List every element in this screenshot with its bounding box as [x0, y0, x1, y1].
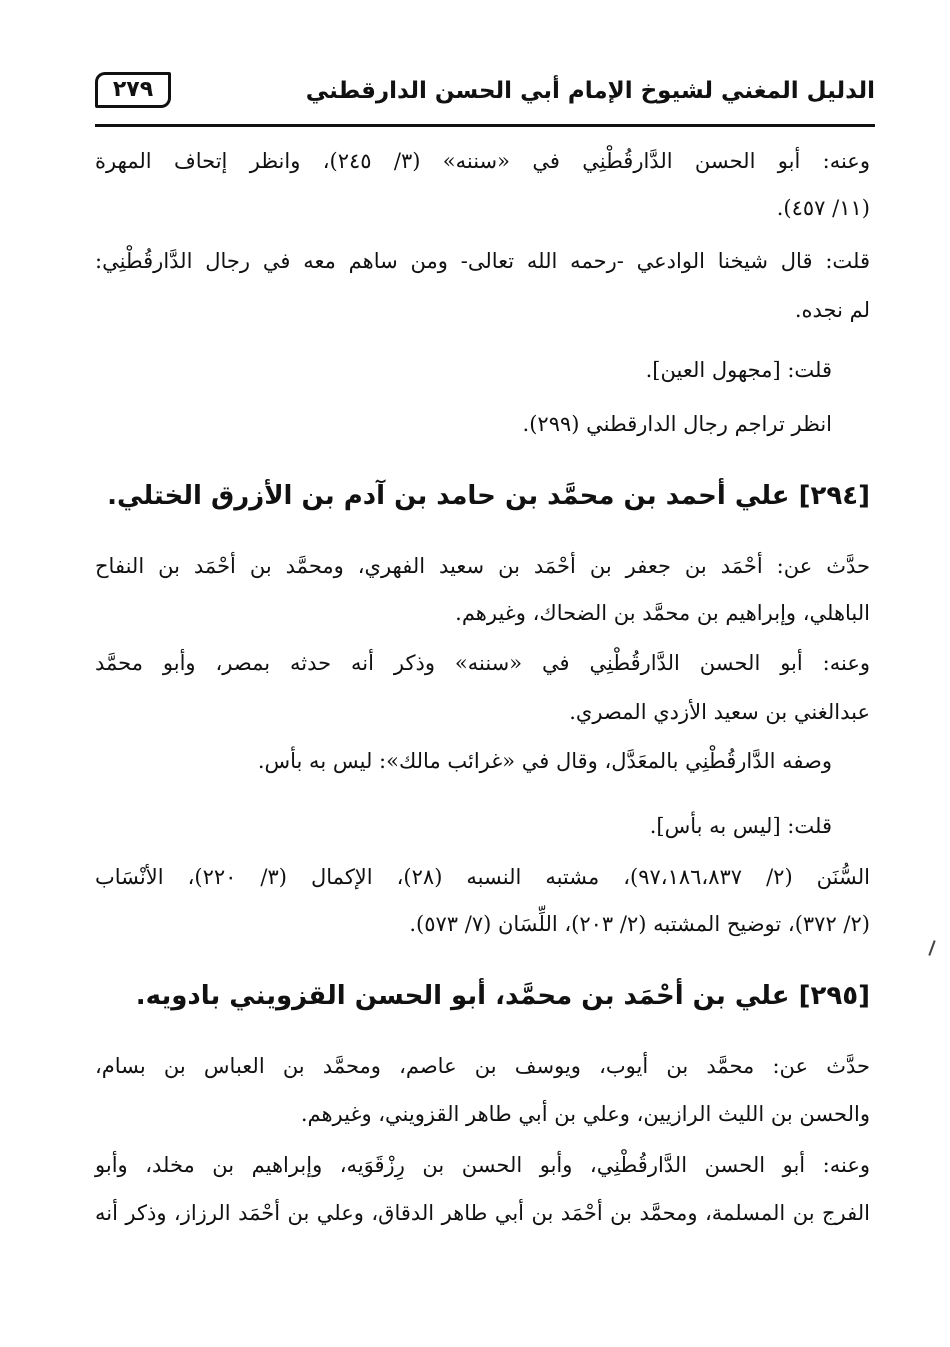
- text-line: (٢/ ٣٧٢)، توضيح المشتبه (٢/ ٢٠٣)، اللِّسَان (٧/ ٥٧٣).: [409, 912, 870, 936]
- text-line: عبدالغني بن سعيد الأزدي المصري.: [569, 700, 870, 724]
- header-rule: [95, 124, 875, 127]
- text-line: لم نجده.: [794, 298, 870, 322]
- text-line: الفرج بن المسلمة، ومحمَّد بن أحْمَد بن أبي طاهر الدقاق، وعلي بن أحْمَد الرزاز، وذكر أنه: [95, 1201, 870, 1225]
- text-line: وصفه الدَّارقُطْنِي بالمعَدَّل، وقال في «غرائب مالك»: ليس به بأس.: [257, 749, 832, 773]
- text-line: قلت: [مجهول العين].: [645, 358, 832, 382]
- text-line: السُّنَن (٢/ ٩٧،١٨٦،٨٣٧)، مشتبه النسبه (٢٨)، الإكمال (٣/ ٢٢٠)، الأنْسَاب: [95, 865, 870, 889]
- entry-heading-294: [٢٩٤] علي أحمد بن محمَّد بن حامد بن آدم بن الأزرق الختلي.: [107, 481, 870, 511]
- text-line: انظر تراجم رجال الدارقطني (٢٩٩).: [522, 412, 832, 436]
- text-line: قلت: قال شيخنا الوادعي -رحمه الله تعالى- ومن ساهم معه في رجال الدَّارقُطْنِي:: [95, 249, 870, 273]
- text-line: الباهلي، وإبراهيم بن محمَّد بن الضحاك، وغيرهم.: [455, 601, 870, 625]
- running-title: الدليل المغني لشيوخ الإمام أبي الحسن الدارقطني: [305, 78, 875, 104]
- text-line: وعنه: أبو الحسن الدَّارقُطْنِي في «سننه» (٣/ ٢٤٥)، وانظر إتحاف المهرة: [95, 149, 870, 173]
- text-line: (١١/ ٤٥٧).: [776, 196, 870, 220]
- text-line: قلت: [ليس به بأس].: [649, 814, 832, 838]
- page-header: [95, 70, 875, 126]
- text-line: والحسن بن الليث الرازيين، وعلي بن أبي طاهر القزويني، وغيرهم.: [300, 1102, 870, 1126]
- text-line: حدَّث عن: محمَّد بن أيوب، ويوسف بن عاصم، ومحمَّد بن العباس بن بسام،: [95, 1054, 870, 1078]
- text-line: وعنه: أبو الحسن الدَّارقُطْنِي في «سننه» وذكر أنه حدثه بمصر، وأبو محمَّد: [95, 651, 870, 675]
- text-line: وعنه: أبو الحسن الدَّارقُطْنِي، وأبو الحسن بن رِزْقَوَيه، وإبراهيم بن مخلد، وأبو: [95, 1153, 870, 1177]
- text-line: حدَّث عن: أحْمَد بن جعفر بن أحْمَد بن سعيد الفهري، ومحمَّد بن أحْمَد بن النفاح: [95, 554, 870, 578]
- scan-mark: [928, 940, 935, 956]
- entry-heading-295: [٢٩٥] علي بن أحْمَد بن محمَّد، أبو الحسن القزويني بادويه.: [135, 981, 870, 1011]
- page-number-badge: ٢٧٩: [95, 72, 171, 108]
